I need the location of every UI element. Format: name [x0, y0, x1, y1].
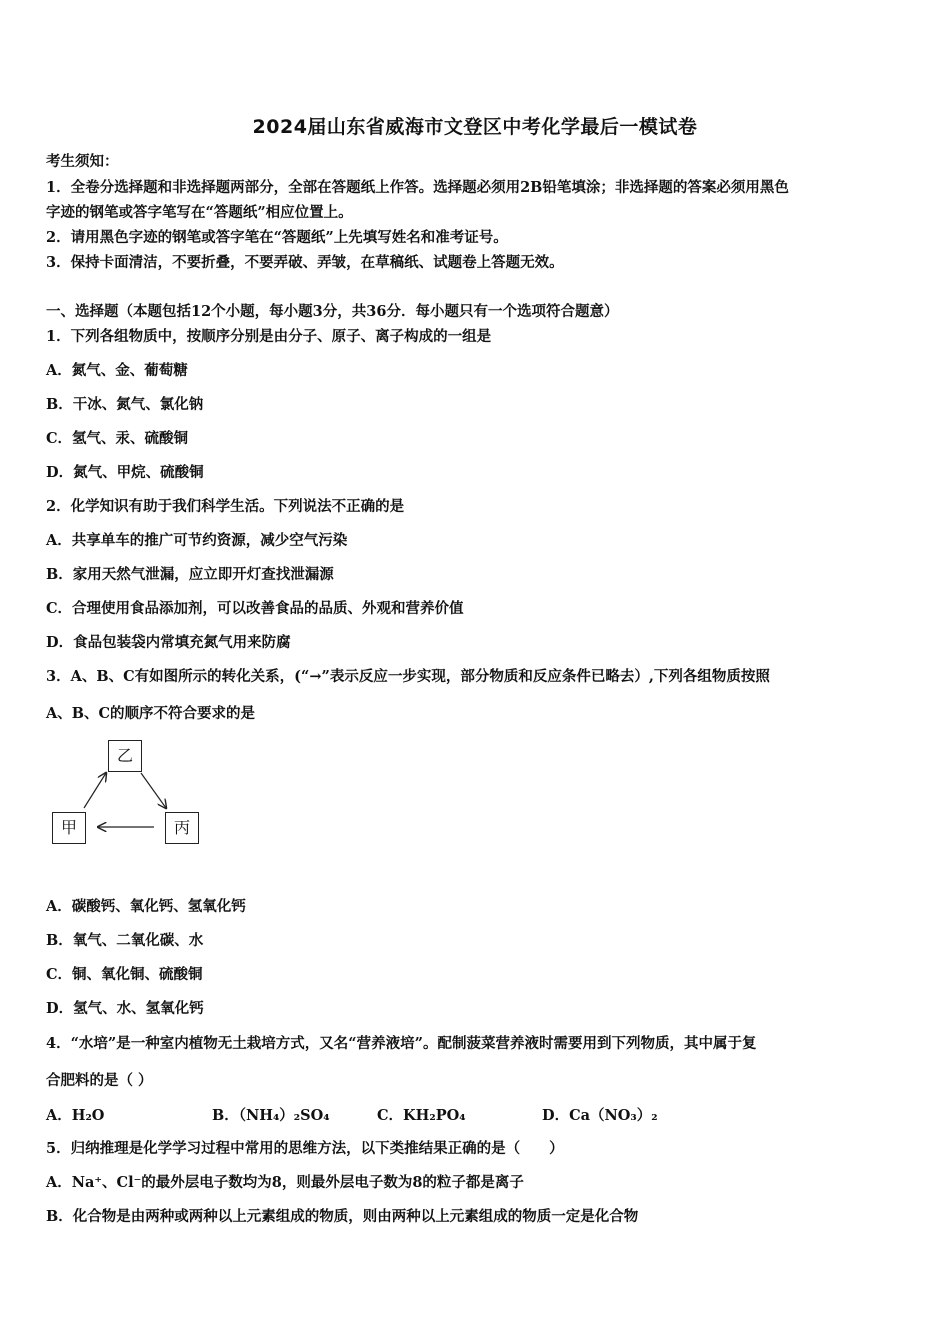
q5-option-b: B．化合物是由两种或两种以上元素组成的物质，则由两种以上元素组成的物质一定是化合物 [46, 1208, 639, 1225]
q1-option-d: D．氮气、甲烷、硫酸铜 [46, 464, 204, 481]
q2-stem: 2．化学知识有助于我们科学生活。下列说法不正确的是 [46, 498, 405, 515]
notice-line-1: 1．全卷分选择题和非选择题两部分，全部在答题纸上作答。选择题必须用2B铅笔填涂；非选择题的答案必须用黑色 [46, 179, 789, 196]
q3-option-a: A．碳酸钙、氧化钙、氢氧化钙 [46, 898, 246, 915]
q3-stem-line-2: A、B、C的顺序不符合要求的是 [46, 705, 256, 722]
q4-stem-line-1: 4．“水培”是一种室内植物无土栽培方式，又名“营养液培”。配制菠菜营养液时需要用到下列物质，其中属于复 [46, 1035, 757, 1052]
q2-option-d: D．食品包装袋内常填充氮气用来防腐 [46, 634, 291, 651]
q3-option-b: B．氧气、二氧化碳、水 [46, 932, 204, 949]
q5-stem: 5．归纳推理是化学学习过程中常用的思维方法，以下类推结果正确的是（ ） [46, 1140, 564, 1157]
arrow-jia-to-yi [84, 773, 106, 808]
arrow-yi-to-bing [141, 773, 166, 808]
q1-option-a: A．氮气、金、葡萄糖 [46, 362, 188, 379]
q1-stem: 1．下列各组物质中，按顺序分别是由分子、原子、离子构成的一组是 [46, 328, 492, 345]
q2-option-c: C．合理使用食品添加剂，可以改善食品的品质、外观和营养价值 [46, 600, 464, 617]
notice-line-4: 3．保持卡面清洁，不要折叠，不要弄破、弄皱，在草稿纸、试题卷上答题无效。 [46, 254, 564, 271]
exam-title: 2024届山东省威海市文登区中考化学最后一模试卷 [252, 116, 698, 138]
q3-conversion-diagram [46, 735, 216, 850]
q1-option-b: B．干冰、氮气、氯化钠 [46, 396, 204, 413]
notice-line-3: 2．请用黑色字迹的钢笔或答字笔在“答题纸”上先填写姓名和准考证号。 [46, 229, 508, 246]
q4-option-c: C．KH₂PO₄ [377, 1107, 466, 1124]
q3-stem-line-1: 3．A、B、C有如图所示的转化关系，(“→”表示反应一步实现，部分物质和反应条件已略去）,下列各组物质按照 [46, 668, 770, 685]
q4-option-b: B．（NH₄）₂SO₄ [212, 1107, 330, 1124]
q4-option-d: D．Ca（NO₃）₂ [542, 1107, 658, 1124]
diagram-box-bing: 丙 [165, 812, 199, 844]
notice-line-2: 字迹的钢笔或答字笔写在“答题纸”相应位置上。 [46, 204, 353, 221]
section-heading: 一、选择题（本题包括12个小题，每小题3分，共36分．每小题只有一个选项符合题意） [46, 303, 619, 320]
notice-heading: 考生须知： [46, 153, 119, 170]
q3-option-d: D．氢气、水、氢氧化钙 [46, 1000, 204, 1017]
q3-option-c: C．铜、氧化铜、硫酸铜 [46, 966, 203, 983]
diagram-box-yi: 乙 [108, 740, 142, 772]
q4-option-a: A．H₂O [46, 1107, 105, 1124]
q1-option-c: C．氢气、汞、硫酸铜 [46, 430, 189, 447]
q5-option-a: A．Na⁺、Cl⁻的最外层电子数均为8，则最外层电子数为8的粒子都是离子 [46, 1174, 524, 1191]
q2-option-b: B．家用天然气泄漏，应立即开灯查找泄漏源 [46, 566, 334, 583]
diagram-box-jia: 甲 [52, 812, 86, 844]
q4-stem-line-2: 合肥料的是（ ） [46, 1072, 153, 1089]
q2-option-a: A．共享单车的推广可节约资源，减少空气污染 [46, 532, 348, 549]
